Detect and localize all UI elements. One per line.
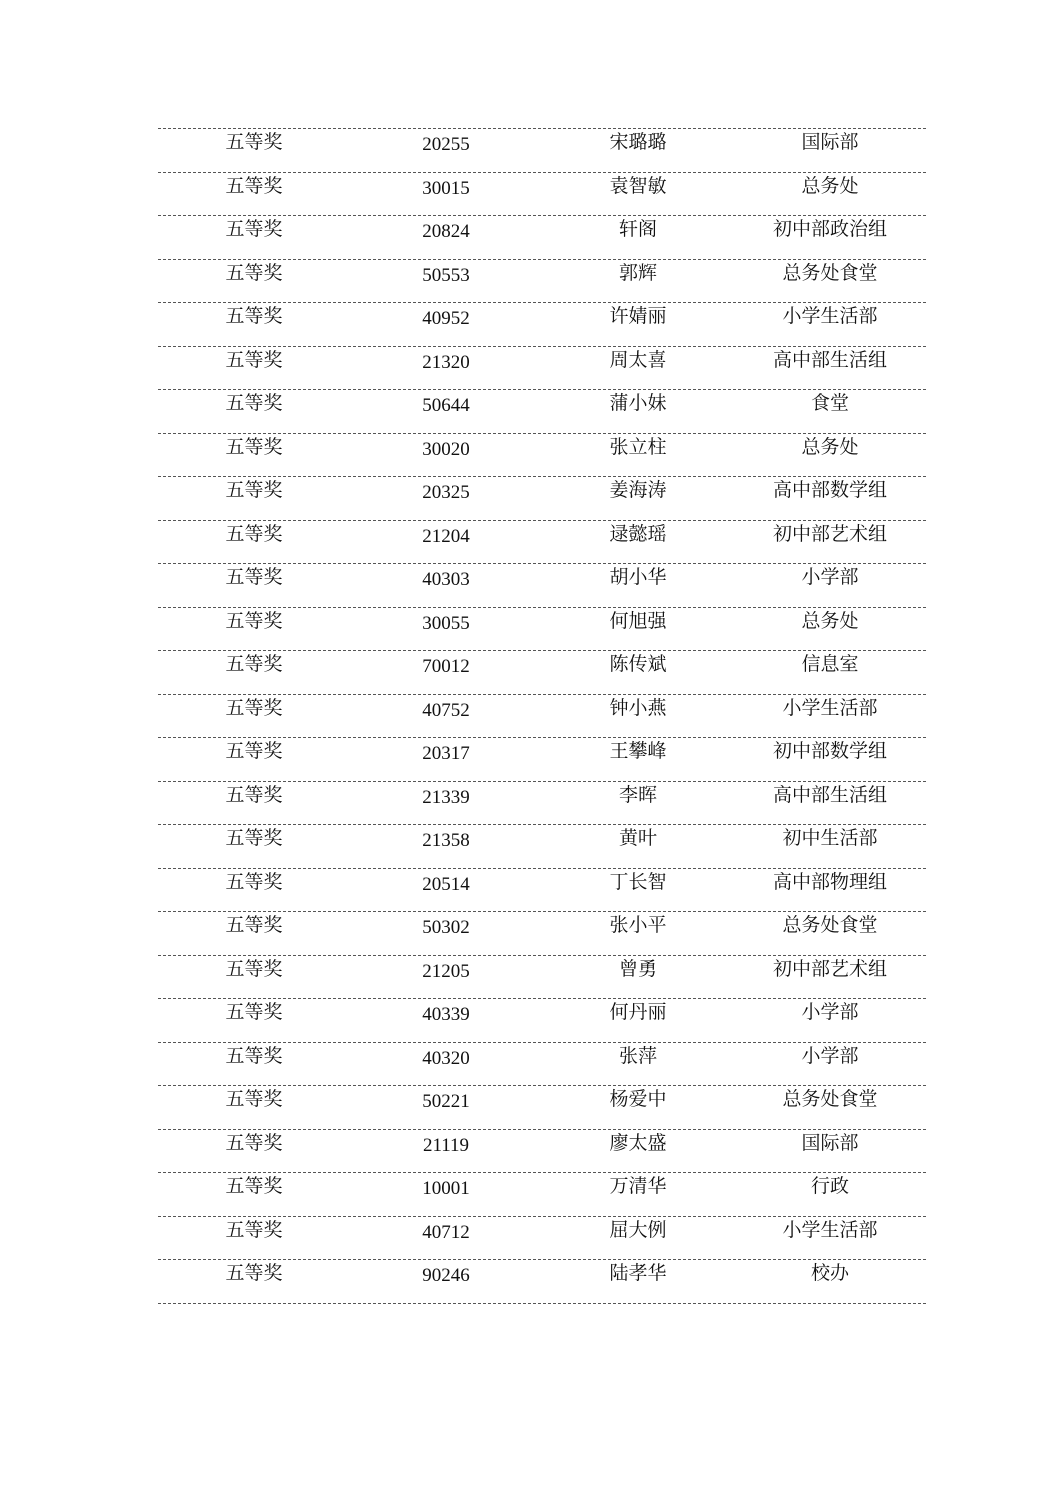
name-cell: 袁智敏	[609, 174, 667, 197]
id-cell: 40303	[422, 569, 470, 590]
award-cell: 五等奖	[225, 914, 283, 936]
name-cell: 何旭强	[609, 609, 667, 632]
id-cell: 50644	[422, 395, 470, 416]
name-cell: 钟小燕	[609, 696, 667, 719]
id-cell: 40339	[422, 1004, 470, 1025]
name-cell: 胡小华	[609, 566, 667, 588]
id-cell: 20824	[422, 221, 470, 242]
table-row	[158, 1260, 926, 1304]
table-row	[158, 651, 926, 695]
table-row	[158, 347, 926, 391]
name-cell: 王攀峰	[609, 740, 667, 762]
award-cell: 五等奖	[225, 1175, 283, 1197]
table-row	[158, 869, 926, 913]
name-cell: 陆孝华	[609, 1262, 667, 1284]
id-cell: 20325	[422, 482, 470, 503]
table-row	[158, 1086, 926, 1130]
name-cell: 何丹丽	[609, 1001, 667, 1023]
award-cell: 五等奖	[225, 392, 283, 414]
id-cell: 20255	[422, 134, 470, 155]
id-cell: 21204	[422, 525, 470, 547]
award-cell: 五等奖	[225, 653, 283, 675]
id-cell: 40712	[422, 1221, 470, 1243]
name-cell: 许婧丽	[609, 305, 667, 327]
name-cell: 蒲小妹	[609, 392, 667, 414]
award-cell: 五等奖	[225, 522, 283, 545]
name-cell: 曾勇	[618, 957, 657, 980]
award-cell: 五等奖	[225, 696, 283, 719]
table-row	[158, 999, 926, 1043]
table-row	[158, 1173, 926, 1217]
award-cell: 五等奖	[225, 131, 283, 153]
award-cell: 五等奖	[225, 1088, 283, 1110]
dept-cell: 小学生活部	[782, 696, 878, 719]
table-row	[158, 1043, 926, 1087]
name-cell: 李晖	[618, 783, 657, 806]
dept-cell: 总务处食堂	[782, 261, 878, 284]
table-row	[158, 608, 926, 652]
table-row	[158, 782, 926, 826]
dept-cell: 总务处食堂	[782, 914, 878, 936]
dept-cell: 小学部	[801, 1044, 859, 1067]
dept-cell: 高中部数学组	[772, 479, 887, 501]
table-row	[158, 521, 926, 565]
id-cell: 40320	[422, 1047, 470, 1069]
id-cell: 40752	[422, 699, 470, 721]
award-cell: 五等奖	[225, 1044, 283, 1067]
dept-cell: 初中部政治组	[772, 218, 887, 240]
award-cell: 五等奖	[225, 261, 283, 284]
table-row	[158, 912, 926, 956]
dept-cell: 总务处	[801, 174, 859, 197]
table-row	[158, 956, 926, 1000]
award-cell: 五等奖	[225, 870, 283, 893]
id-cell: 21320	[422, 351, 470, 373]
award-cell: 五等奖	[225, 1218, 283, 1241]
award-cell: 五等奖	[225, 740, 283, 762]
award-cell: 五等奖	[225, 1131, 283, 1154]
dept-cell: 初中部数学组	[772, 740, 887, 762]
award-cell: 五等奖	[225, 479, 283, 501]
table-row	[158, 303, 926, 347]
id-cell: 21358	[422, 830, 470, 851]
name-cell: 姜海涛	[609, 479, 667, 501]
table-row	[158, 695, 926, 739]
dept-cell: 高中部物理组	[772, 870, 887, 893]
dept-cell: 食堂	[810, 392, 849, 414]
id-cell: 20317	[422, 743, 470, 764]
dept-cell: 初中部艺术组	[772, 957, 887, 980]
name-cell: 廖太盛	[609, 1131, 667, 1154]
name-cell: 逯懿瑶	[609, 522, 667, 545]
name-cell: 陈传斌	[609, 653, 667, 675]
id-cell: 30015	[422, 177, 470, 199]
dept-cell: 小学部	[801, 566, 859, 588]
id-cell: 20514	[422, 873, 470, 895]
name-cell: 杨爱中	[609, 1088, 667, 1110]
award-cell: 五等奖	[225, 566, 283, 588]
id-cell: 21205	[422, 960, 470, 982]
dept-cell: 国际部	[801, 131, 859, 153]
name-cell: 郭辉	[618, 261, 657, 284]
dept-cell: 总务处食堂	[782, 1088, 878, 1110]
table-row	[158, 434, 926, 478]
table-row	[158, 216, 926, 260]
table-row	[158, 1130, 926, 1174]
dept-cell: 初中部艺术组	[772, 522, 887, 545]
dept-cell: 小学部	[801, 1001, 859, 1023]
table-row	[158, 477, 926, 521]
dept-cell: 小学生活部	[782, 305, 878, 327]
award-cell: 五等奖	[225, 1262, 283, 1284]
table-row	[158, 173, 926, 217]
table-row	[158, 260, 926, 304]
dept-cell: 高中部生活组	[772, 348, 887, 371]
dept-cell: 小学生活部	[782, 1218, 878, 1241]
table-row	[158, 825, 926, 869]
award-cell: 五等奖	[225, 174, 283, 197]
id-cell: 70012	[422, 656, 470, 677]
name-cell: 张小平	[609, 914, 667, 936]
id-cell: 50221	[422, 1091, 470, 1112]
award-cell: 五等奖	[225, 609, 283, 632]
name-cell: 张萍	[618, 1044, 657, 1067]
dept-cell: 高中部生活组	[772, 783, 887, 806]
award-cell: 五等奖	[225, 218, 283, 240]
award-cell: 五等奖	[225, 1001, 283, 1023]
id-cell: 40952	[422, 308, 470, 329]
award-cell: 五等奖	[225, 348, 283, 371]
award-cell: 五等奖	[225, 827, 283, 849]
dept-cell: 校办	[810, 1262, 849, 1284]
name-cell: 黄叶	[618, 827, 657, 849]
name-cell: 张立柱	[609, 435, 667, 458]
id-cell: 10001	[422, 1178, 470, 1199]
name-cell: 丁长智	[609, 870, 667, 893]
name-cell: 万清华	[609, 1175, 667, 1197]
name-cell: 轩阁	[618, 218, 657, 240]
table-row	[158, 129, 926, 173]
award-cell: 五等奖	[225, 957, 283, 980]
dept-cell: 行政	[810, 1175, 849, 1197]
name-cell: 宋璐璐	[609, 131, 667, 153]
table-row	[158, 738, 926, 782]
dept-cell: 国际部	[801, 1131, 859, 1154]
id-cell: 90246	[422, 1265, 470, 1286]
dept-cell: 总务处	[801, 435, 859, 458]
id-cell: 21339	[422, 786, 470, 808]
award-cell: 五等奖	[225, 435, 283, 458]
award-table	[158, 128, 926, 1304]
table-row	[158, 390, 926, 434]
dept-cell: 总务处	[801, 609, 859, 632]
table-row	[158, 1217, 926, 1261]
award-cell: 五等奖	[225, 305, 283, 327]
dept-cell: 初中生活部	[782, 827, 878, 849]
id-cell: 30020	[422, 438, 470, 460]
award-cell: 五等奖	[225, 783, 283, 806]
name-cell: 周太喜	[609, 348, 667, 371]
id-cell: 50302	[422, 917, 470, 938]
id-cell: 50553	[422, 264, 470, 286]
dept-cell: 信息室	[801, 653, 859, 675]
id-cell: 30055	[422, 612, 470, 634]
id-cell: 21119	[422, 1134, 470, 1156]
table-row	[158, 564, 926, 608]
name-cell: 屈大例	[609, 1218, 667, 1241]
